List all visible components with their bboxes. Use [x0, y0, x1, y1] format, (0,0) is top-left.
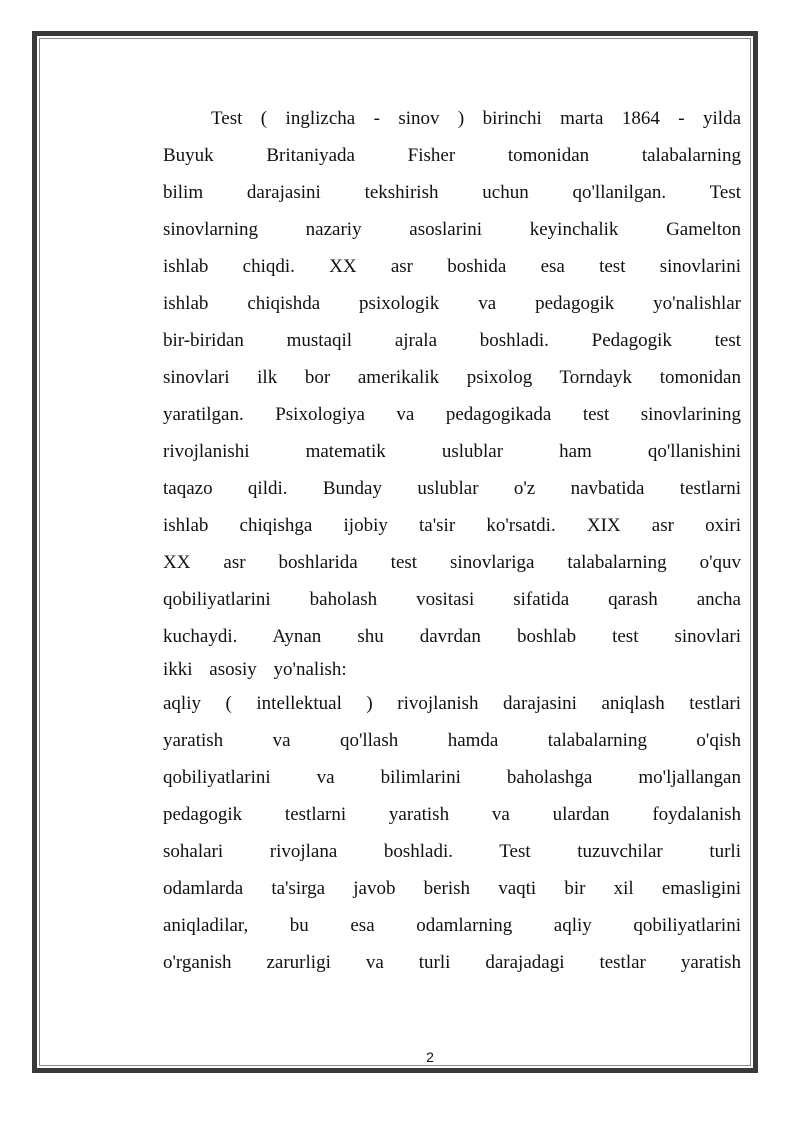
document-body — [163, 100, 741, 981]
text-line: sinovlarning nazariy asoslarini keyinchalik Gamelton — [163, 219, 741, 240]
page-number: 2 — [426, 1049, 434, 1065]
text-line: kuchaydi. Aynan shu davrdan boshlab test sinovlari — [163, 626, 741, 647]
text-line: sohalari rivojlana boshladi. Test tuzuvchilar turli — [163, 841, 741, 862]
text-line: bilim darajasini tekshirish uchun qo'llanilgan. Test — [163, 182, 741, 203]
text-line: pedagogik testlarni yaratish va ulardan foydalanish — [163, 804, 741, 825]
text-line: ishlab chiqishga ijobiy ta'sir ko'rsatdi. XIX asr oxiri — [163, 515, 741, 536]
text-line: sinovlari ilk bor amerikalik psixolog Torndayk tomonidan — [163, 367, 741, 388]
text-line: odamlarda ta'sirga javob berish vaqti bir xil emasligini — [163, 878, 741, 899]
text-line: yaratilgan. Psixologiya va pedagogikada test sinovlarining — [163, 404, 741, 425]
text-line: qobiliyatlarini va bilimlarini baholashga mo'ljallangan — [163, 767, 741, 788]
text-line: aqliy ( intellektual ) rivojlanish darajasini aniqlash testlari — [163, 693, 741, 714]
text-line: Test ( inglizcha - sinov ) birinchi marta 1864 - yilda — [211, 108, 741, 129]
text-line: aniqladilar, bu esa odamlarning aqliy qobiliyatlarini — [163, 915, 741, 936]
text-line: yaratish va qo'llash hamda talabalarning o'qish — [163, 730, 741, 751]
text-line: bir-biridan mustaqil ajrala boshladi. Pedagogik test — [163, 330, 741, 351]
text-line: ishlab chiqishda psixologik va pedagogik yo'nalishlar — [163, 293, 741, 314]
text-line: rivojlanishi matematik uslublar ham qo'llanishini — [163, 441, 741, 462]
text-line: Buyuk Britaniyada Fisher tomonidan talabalarning — [163, 145, 741, 166]
text-line: ikki asosiy yo'nalish: — [163, 659, 347, 680]
text-line: ishlab chiqdi. XX asr boshida esa test sinovlarini — [163, 256, 741, 277]
text-line: XX asr boshlarida test sinovlariga talabalarning o'quv — [163, 552, 741, 573]
text-line: taqazo qildi. Bunday uslublar o'z navbatida testlarni — [163, 478, 741, 499]
text-line: qobiliyatlarini baholash vositasi sifatida qarash ancha — [163, 589, 741, 610]
text-line: o'rganish zarurligi va turli darajadagi testlar yaratish — [163, 952, 741, 973]
